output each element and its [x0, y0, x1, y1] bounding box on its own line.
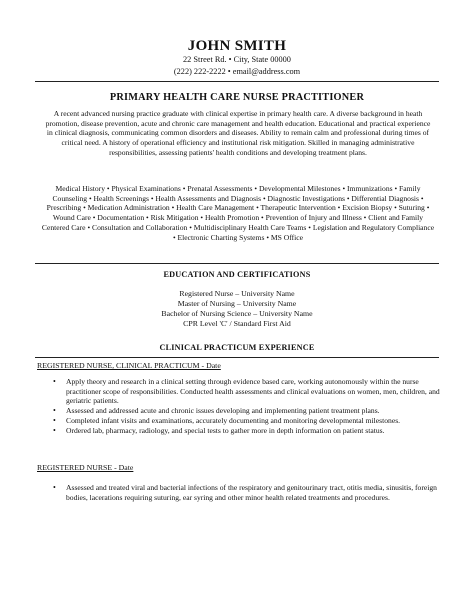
education-item: Master of Nursing – University Name: [177, 299, 297, 308]
education-list: [0, 289, 474, 329]
skills-list: Medical History • Physical Examinations • Prenatal Assessments • Developmental Milestones • Immunizations • Family Counseling • Health Screenings • Health Assessments and Diagnosis • Diagnostic Investigations • Differential Diagnosis • Prescribing • Medication Administration • Health Care Management • Therapeutic Intervention • Excision Biopsy • Suturing • Wound Care • Documentation • Risk Mitigation • Health Promotion • Prevention of Injury and Illness • Client and Family Centered Care • Consultation and Collaboration • Multidisciplinary Health Care Teams • Legislation and Regulatory Compliance • Electronic Charting Systems • MS Office: [41, 184, 435, 242]
experience-divider: [35, 357, 439, 358]
skills-divider: [35, 263, 439, 264]
education-item: CPR Level 'C' / Standard First Aid: [183, 319, 291, 328]
candidate-name: JOHN SMITH: [187, 38, 287, 54]
resume-header: [0, 38, 474, 78]
job-title: REGISTERED NURSE - Date: [37, 463, 134, 472]
job-title: REGISTERED NURSE, CLINICAL PRACTICUM - Date: [37, 361, 221, 370]
job-bullet: • Ordered lab, pharmacy, radiology, and special tests to gather more in depth information on patient status.: [66, 426, 448, 436]
job-bullet: • Assessed and treated viral and bacterial infections of the respiratory and genitourinary tract, otitis media, sinusitis, foreign bodies, lacerations requiring suturing, ear syring and other minor health related treatments and procedures.: [66, 483, 448, 502]
header-divider: [35, 81, 439, 82]
address-line: 22 Street Rd. • City, State 00000: [183, 55, 291, 64]
job-bullet: • Completed infant visits and examinations, accurately documenting and monitoring developmental milestones.: [66, 416, 448, 426]
resume-title: PRIMARY HEALTH CARE NURSE PRACTITIONER: [109, 92, 365, 103]
job-bullet: • Apply theory and research in a clinical setting through evidence based care, working autonomously within the nurse practitioner scope of responsibilities. Conducted health assessments and clinical evaluations on women, men, children, and geriatric patients.: [66, 377, 448, 406]
education-item: Registered Nurse – University Name: [179, 289, 295, 298]
education-item: Bachelor of Nursing Science – University Name: [161, 309, 313, 318]
experience-heading: CLINICAL PRACTICUM EXPERIENCE: [159, 343, 315, 352]
contact-line: (222) 222-2222 • email@address.com: [173, 67, 301, 76]
summary-paragraph: A recent advanced nursing practice graduate with clinical expertise in primary health care. A diverse background in heath promotion, disease prevention, acute and chronic care management and health education. Educational and practical experience in clinical diagnosis, communicating common disorders and diseases. Ability to remain calm and professional during times of critical need. A history of operational efficiency and institutional risk mitigation. Skilled in managing administrative responsibilities, assessing patients' health conditions and developing treatment plans.: [45, 109, 431, 157]
education-heading: EDUCATION AND CERTIFICATIONS: [163, 270, 311, 279]
job-bullets: [52, 377, 448, 435]
job-bullet: • Assessed and addressed acute and chronic issues developing and implementing patient treatment plans.: [66, 406, 448, 416]
job-bullets: [52, 483, 448, 502]
